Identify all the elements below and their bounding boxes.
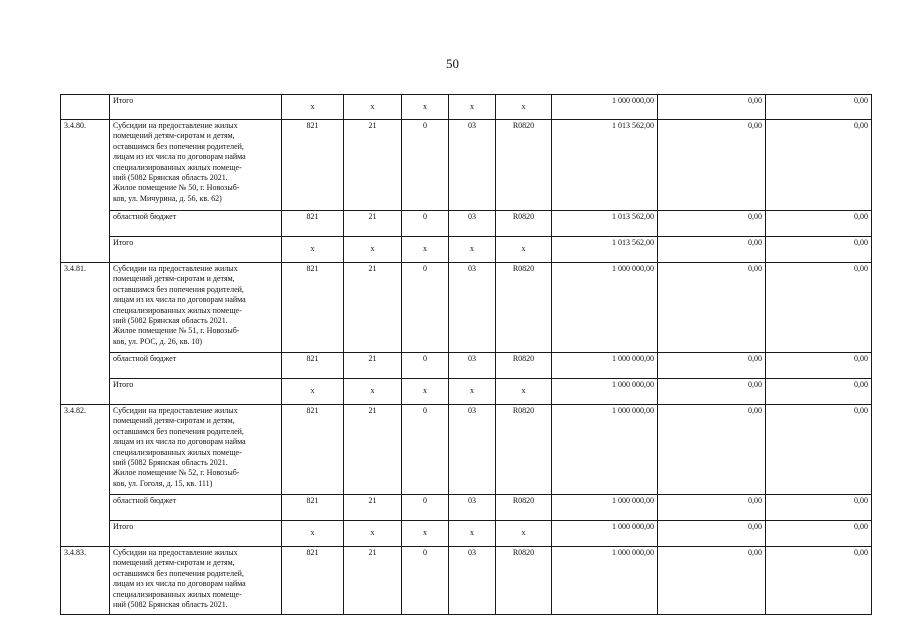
sum2-cell: 0,00 <box>658 495 766 521</box>
sum2-cell: 0,00 <box>658 405 766 495</box>
row-label: областной бюджет <box>110 353 282 379</box>
pr-cell: x <box>402 95 449 120</box>
table-row <box>61 521 872 547</box>
sum2-cell: 0,00 <box>658 237 766 263</box>
row-label: Итого <box>110 95 282 120</box>
vr-cell: R0820 <box>496 263 552 353</box>
sum3-cell: 0,00 <box>766 263 872 353</box>
ts-cell: x <box>449 237 496 263</box>
sum3-cell: 0,00 <box>766 237 872 263</box>
ts-cell: 03 <box>449 495 496 521</box>
sum1-cell: 1 000 000,00 <box>552 95 658 120</box>
ts-cell: 03 <box>449 547 496 615</box>
sum1-cell: 1 013 562,00 <box>552 120 658 211</box>
sum1-cell: 1 000 000,00 <box>552 405 658 495</box>
sum3-cell: 0,00 <box>766 405 872 495</box>
rz-cell: 21 <box>344 547 402 615</box>
sum2-cell: 0,00 <box>658 120 766 211</box>
kbk-cell: x <box>282 521 344 547</box>
sum1-cell: 1 000 000,00 <box>552 263 658 353</box>
sum3-cell: 0,00 <box>766 211 872 237</box>
ts-cell: 03 <box>449 405 496 495</box>
table-row <box>61 263 872 353</box>
item-index-cell: 3.4.82. <box>61 405 110 547</box>
pr-cell: 0 <box>402 120 449 211</box>
pr-cell: x <box>402 379 449 405</box>
budget-table <box>60 94 872 615</box>
sum2-cell: 0,00 <box>658 263 766 353</box>
sum2-cell: 0,00 <box>658 353 766 379</box>
sum3-cell: 0,00 <box>766 379 872 405</box>
sum2-cell: 0,00 <box>658 211 766 237</box>
pr-cell: 0 <box>402 263 449 353</box>
vr-cell: R0820 <box>496 547 552 615</box>
vr-cell: x <box>496 95 552 120</box>
table-row <box>61 495 872 521</box>
kbk-cell: 821 <box>282 120 344 211</box>
pr-cell: 0 <box>402 405 449 495</box>
sum2-cell: 0,00 <box>658 547 766 615</box>
table-row <box>61 353 872 379</box>
pr-cell: 0 <box>402 547 449 615</box>
sum2-cell: 0,00 <box>658 95 766 120</box>
vr-cell: R0820 <box>496 495 552 521</box>
sum1-cell: 1 000 000,00 <box>552 379 658 405</box>
table-row <box>61 95 872 120</box>
pr-cell: x <box>402 237 449 263</box>
sum3-cell: 0,00 <box>766 95 872 120</box>
pr-cell: 0 <box>402 211 449 237</box>
sum1-cell: 1 013 562,00 <box>552 211 658 237</box>
row-label: областной бюджет <box>110 495 282 521</box>
rz-cell: 21 <box>344 211 402 237</box>
item-description: Субсидии на предоставление жилых помещений детям-сиротам и детям, оставшимся без попечения родителей, лицам из их числа по договорам найма специализированных жилых помеще- ний (5082 Брянская область 2021. Жилое помещение № 50, г. Новозыб- ков, ул. Мичурина, д. 56, кв. 62) <box>110 120 282 211</box>
rz-cell: x <box>344 95 402 120</box>
table-row <box>61 237 872 263</box>
rz-cell: 21 <box>344 495 402 521</box>
sum1-cell: 1 000 000,00 <box>552 547 658 615</box>
row-label: Итого <box>110 237 282 263</box>
kbk-cell: 821 <box>282 495 344 521</box>
item-index-cell: 3.4.80. <box>61 120 110 263</box>
table-row <box>61 379 872 405</box>
kbk-cell: x <box>282 95 344 120</box>
ts-cell: 03 <box>449 211 496 237</box>
ts-cell: 03 <box>449 120 496 211</box>
sum1-cell: 1 000 000,00 <box>552 521 658 547</box>
table-row <box>61 405 872 495</box>
kbk-cell: x <box>282 237 344 263</box>
rz-cell: 21 <box>344 353 402 379</box>
sum3-cell: 0,00 <box>766 521 872 547</box>
vr-cell: R0820 <box>496 353 552 379</box>
pr-cell: 0 <box>402 353 449 379</box>
row-label: Итого <box>110 521 282 547</box>
rz-cell: x <box>344 237 402 263</box>
kbk-cell: 821 <box>282 405 344 495</box>
ts-cell: x <box>449 379 496 405</box>
rz-cell: x <box>344 521 402 547</box>
kbk-cell: 821 <box>282 353 344 379</box>
sum1-cell: 1 013 562,00 <box>552 237 658 263</box>
item-description: Субсидии на предоставление жилых помещений детям-сиротам и детям, оставшимся без попечения родителей, лицам из их числа по договорам найма специализированных жилых помеще- ний (5082 Брянская область 2021. Жилое помещение № 51, г. Новозыб- ков, ул. РОС, д. 26, кв. 10) <box>110 263 282 353</box>
pr-cell: x <box>402 521 449 547</box>
sum3-cell: 0,00 <box>766 353 872 379</box>
ts-cell: 03 <box>449 353 496 379</box>
sum3-cell: 0,00 <box>766 120 872 211</box>
item-description: Субсидии на предоставление жилых помещений детям-сиротам и детям, оставшимся без попечения родителей, лицам из их числа по договорам найма специализированных жилых помеще- ний (5082 Брянская область 2021. Жилое помещение № 52, г. Новозыб- ков, ул. Гоголя, д. 15, кв. 111) <box>110 405 282 495</box>
sum1-cell: 1 000 000,00 <box>552 495 658 521</box>
table-row <box>61 120 872 211</box>
rz-cell: 21 <box>344 120 402 211</box>
sum3-cell: 0,00 <box>766 495 872 521</box>
table-row <box>61 211 872 237</box>
table-row <box>61 547 872 615</box>
vr-cell: R0820 <box>496 211 552 237</box>
rz-cell: 21 <box>344 263 402 353</box>
row-label: Итого <box>110 379 282 405</box>
sum2-cell: 0,00 <box>658 379 766 405</box>
sum1-cell: 1 000 000,00 <box>552 353 658 379</box>
ts-cell: 03 <box>449 263 496 353</box>
item-index-cell: 3.4.83. <box>61 547 110 615</box>
rz-cell: x <box>344 379 402 405</box>
item-description: Субсидии на предоставление жилых помещений детям-сиротам и детям, оставшимся без попечения родителей, лицам из их числа по договорам найма специализированных жилых помеще- ний (5082 Брянская область 2021. <box>110 547 282 615</box>
item-index-cell: 3.4.81. <box>61 263 110 405</box>
vr-cell: R0820 <box>496 120 552 211</box>
pr-cell: 0 <box>402 495 449 521</box>
rz-cell: 21 <box>344 405 402 495</box>
kbk-cell: 821 <box>282 263 344 353</box>
sum3-cell: 0,00 <box>766 547 872 615</box>
kbk-cell: 821 <box>282 211 344 237</box>
sum2-cell: 0,00 <box>658 521 766 547</box>
row-label: областной бюджет <box>110 211 282 237</box>
vr-cell: x <box>496 521 552 547</box>
vr-cell: x <box>496 379 552 405</box>
vr-cell: x <box>496 237 552 263</box>
vr-cell: R0820 <box>496 405 552 495</box>
page-number: 50 <box>446 56 459 71</box>
ts-cell: x <box>449 521 496 547</box>
kbk-cell: 821 <box>282 547 344 615</box>
item-index-cell <box>61 95 110 120</box>
ts-cell: x <box>449 95 496 120</box>
kbk-cell: x <box>282 379 344 405</box>
